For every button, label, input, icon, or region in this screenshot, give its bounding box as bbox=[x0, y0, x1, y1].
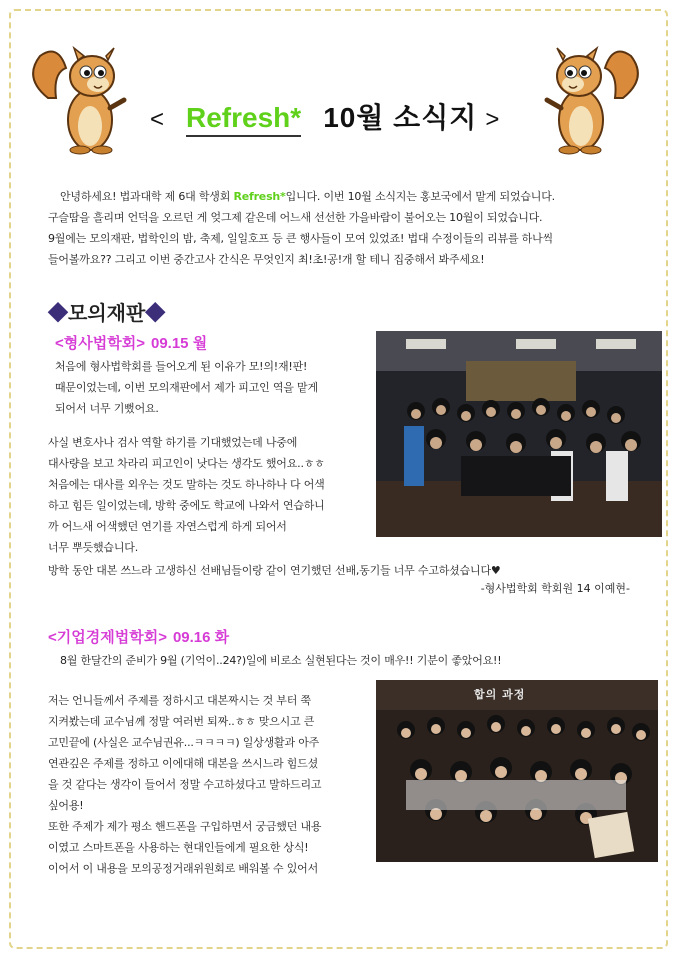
club-name: <기업경제법학회> bbox=[48, 629, 167, 646]
title-bracket-close: > bbox=[485, 106, 500, 133]
club1-paragraph-1 bbox=[55, 356, 375, 419]
club-heading-business-law bbox=[48, 626, 229, 647]
club-date: 09.15 월 bbox=[150, 335, 208, 352]
intro-line: 들어볼까요?? 그리고 이번 중간고사 간식은 무엇인지 최!초!공!개 할 테니 집중해서 봐주세요! bbox=[48, 253, 485, 266]
club-date: 09.16 화 bbox=[172, 629, 230, 646]
photo-caption: 합의 과정 bbox=[474, 688, 526, 701]
intro-line: 9월에는 모의재판, 법학인의 밤, 축제, 일일호프 등 큰 행사들이 모여 있었죠! 법대 수정이들의 리뷰를 하나씩 bbox=[48, 232, 553, 245]
diamond-icon: ◆ bbox=[145, 303, 166, 325]
text-line: 고민끝에 (사실은 교수님권유...ㅋㅋㅋㅋ) 일상생활과 아주 bbox=[48, 736, 320, 749]
text-line: 처음에 형사법학회를 들어오게 된 이유가 모!의!재!판! bbox=[55, 360, 308, 373]
text-line: 사실 변호사나 검사 역할 하기를 기대했었는데 나중에 bbox=[48, 436, 298, 449]
title-bracket-open: < bbox=[150, 106, 165, 133]
text-line: 지켜봤는데 교수님께 정말 여러번 퇴짜..ㅎㅎ 맞으시고 큰 bbox=[48, 715, 315, 728]
text-line: 저는 언니들께서 주제를 정하시고 대본짜시는 것 부터 쭉 bbox=[48, 694, 311, 707]
squirrel-mascot-right bbox=[538, 38, 643, 158]
text-line: 하고 힘든 일이었는데, 방학 중에도 학교에 나와서 연습하니 bbox=[48, 499, 325, 512]
club1-signature: -형사법학회 학회원 14 이예현- bbox=[480, 582, 630, 595]
club2-paragraph-3 bbox=[48, 816, 368, 879]
club2-paragraph-2 bbox=[48, 690, 368, 816]
title-text: 10월 소식지 bbox=[323, 102, 478, 133]
text-line: 이어서 이 내용을 모의공정거래위원회로 배워볼 수 있어서 bbox=[48, 862, 319, 875]
photo-business-law-group bbox=[376, 680, 658, 862]
text-line: 또한 주제가 제가 평소 핸드폰을 구입하면서 궁금했던 내용 bbox=[48, 820, 322, 833]
club2-paragraph-1: 8월 한달간의 준비가 9월 (기억이..24?)일에 비로소 실현된다는 것이 매우!! 기분이 좋았어요!! bbox=[60, 654, 502, 667]
text-line: 처음에는 대사를 외우는 것도 말하는 것도 하나하나 다 어색 bbox=[48, 478, 325, 491]
text-line: 대사량을 보고 차라리 피고인이 낫다는 생각도 했어요..ㅎㅎ bbox=[48, 457, 325, 470]
photo-mock-trial-group bbox=[376, 331, 662, 537]
intro-line bbox=[48, 186, 648, 207]
text-line: 연관깊은 주제를 정하고 이에대해 대본을 쓰시느라 힘드셨 bbox=[48, 757, 319, 770]
newsletter-title bbox=[150, 96, 550, 136]
text-line: 싶어용! bbox=[48, 799, 84, 812]
intro-text: 입니다. 이번 10월 소식지는 홍보국에서 맡게 되었습니다. bbox=[285, 190, 555, 203]
intro-line: 구슬땀을 흘리며 언덕을 오르던 게 엊그제 같은데 어느새 선선한 가을바람이 불어오는 10월이 되었습니다. bbox=[48, 211, 543, 224]
section-title: 모의재판 bbox=[68, 303, 146, 325]
intro-paragraph bbox=[48, 186, 648, 270]
text-line: 을 것 같다는 생각이 들어서 정말 수고하셨다고 말하드리고 bbox=[48, 778, 322, 791]
text-line: 이였고 스마트폰을 사용하는 현대인들에게 필요한 상식! bbox=[48, 841, 309, 854]
title-brand: Refresh* bbox=[186, 102, 301, 137]
text-line: 까 어느새 어색했던 연기를 자연스럽게 하게 되어서 bbox=[48, 520, 287, 533]
club1-paragraph-2 bbox=[48, 432, 373, 558]
intro-brand: Refresh* bbox=[233, 190, 286, 203]
club-name: <형사법학회> bbox=[55, 335, 145, 352]
club1-thanks: 방학 동안 대본 쓰느라 고생하신 선배님들이랑 같이 연기했던 선배,동기들 너무 수고하셨습니다♥ bbox=[48, 564, 501, 577]
diamond-icon: ◆ bbox=[48, 303, 68, 325]
intro-text: 안녕하세요! 법과대학 제 6대 학생회 bbox=[60, 190, 234, 203]
club-heading-criminal-law bbox=[55, 332, 207, 353]
squirrel-mascot-left bbox=[28, 38, 133, 158]
section-heading bbox=[48, 297, 165, 326]
text-line: 되어서 너무 기뻤어요. bbox=[55, 402, 159, 415]
text-line: 너무 뿌듯했습니다. bbox=[48, 541, 139, 554]
text-line: 때문이었는데, 이번 모의재판에서 제가 피고인 역을 맡게 bbox=[55, 381, 318, 394]
